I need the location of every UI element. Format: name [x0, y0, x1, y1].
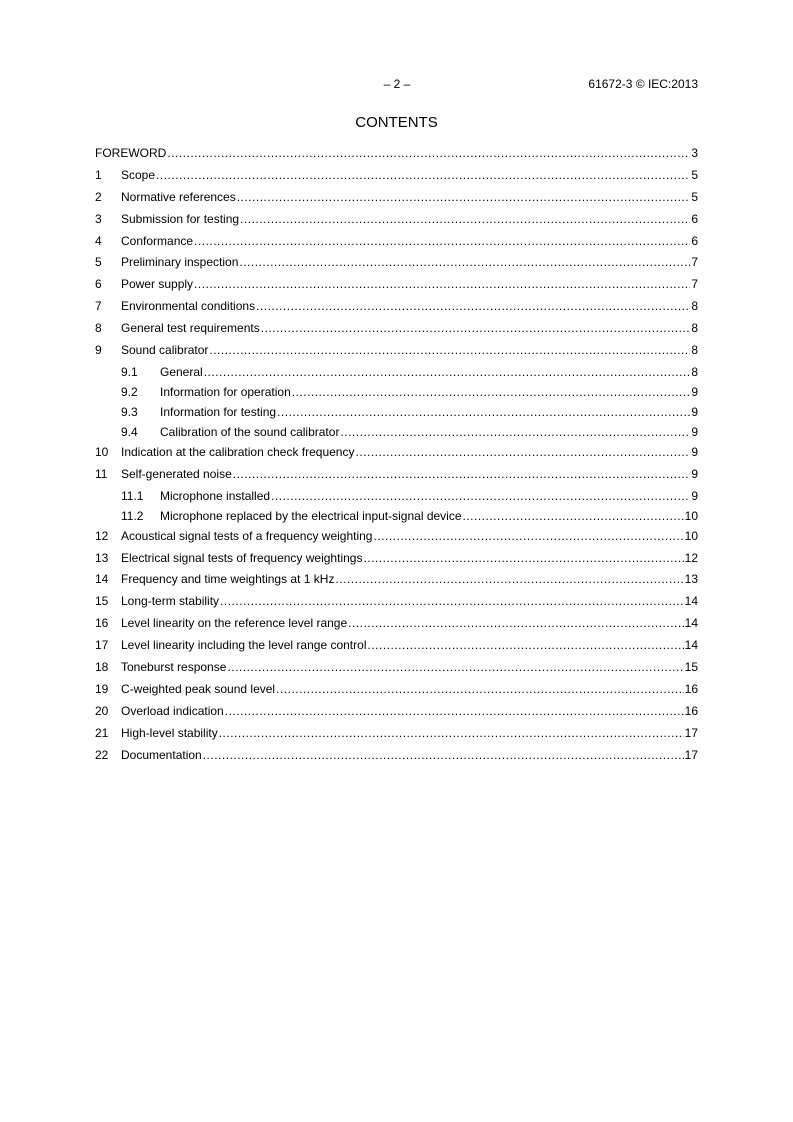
toc-entry-number: 14 — [95, 572, 109, 587]
toc-entry-page: 6 — [691, 233, 698, 248]
toc-entry-label: Environmental conditions — [121, 299, 256, 314]
toc-entry[interactable] — [95, 425, 698, 445]
dot-leader — [156, 168, 690, 182]
toc-entry-page: 10 — [684, 528, 698, 543]
toc-entry-label: Documentation — [121, 747, 202, 762]
toc-entry[interactable] — [95, 616, 698, 638]
toc-entry-page: 8 — [691, 299, 698, 314]
toc-entry-label: Normative references — [121, 189, 236, 204]
toc-entry-page: 5 — [691, 189, 698, 204]
toc-entry-label: Level linearity on the reference level range — [121, 616, 348, 631]
toc-entry-number: 19 — [95, 681, 109, 696]
toc-entry-page: 12 — [684, 550, 698, 565]
toc-entry-page: 9 — [691, 488, 698, 503]
toc-entry-number: 11.2 — [121, 508, 144, 523]
document-reference: 61672-3 © IEC:2013 — [588, 77, 698, 91]
toc-entry-page: 5 — [691, 167, 698, 182]
toc-entry-label: Electrical signal tests of frequency weightings — [121, 550, 363, 565]
toc-entry[interactable] — [95, 572, 698, 594]
dot-leader — [219, 726, 684, 740]
toc-entry-label: Frequency and time weightings at 1 kHz — [121, 572, 335, 587]
toc-entry-page: 16 — [684, 703, 698, 718]
dot-leader — [363, 551, 683, 565]
toc-entry[interactable] — [95, 299, 698, 321]
toc-entry[interactable] — [95, 467, 698, 489]
toc-entry[interactable] — [95, 660, 698, 682]
toc-entry-label: Long-term stability — [121, 594, 220, 609]
toc-entry-page: 9 — [691, 384, 698, 399]
toc-entry-label: Calibration of the sound calibrator — [160, 424, 340, 439]
toc-entry-number: 9.2 — [121, 384, 138, 399]
toc-entry-number: 7 — [95, 299, 102, 314]
dot-leader — [348, 616, 684, 630]
toc-entry[interactable] — [95, 212, 698, 234]
toc-entry-page: 8 — [691, 343, 698, 358]
toc-entry-number: 5 — [95, 255, 102, 270]
toc-entry-page: 10 — [684, 508, 698, 523]
toc-entry[interactable] — [95, 168, 698, 190]
toc-entry-page: 13 — [684, 572, 698, 587]
page-number: – 2 – — [383, 77, 411, 91]
toc-entry-page: 6 — [691, 211, 698, 226]
toc-entry-number: 9.1 — [121, 364, 138, 379]
toc-entry-page: 14 — [684, 638, 698, 653]
dot-leader — [239, 255, 690, 269]
dot-leader — [355, 445, 690, 459]
toc-entry-label: Self-generated noise — [121, 466, 232, 481]
dot-leader — [227, 660, 683, 674]
dot-leader — [194, 234, 690, 248]
toc-entry-number: 17 — [95, 638, 109, 653]
dot-leader — [276, 682, 684, 696]
dot-leader — [256, 299, 690, 313]
toc-entry-number: 10 — [95, 444, 109, 459]
toc-entry[interactable] — [95, 445, 698, 467]
toc-entry-page: 15 — [684, 660, 698, 675]
dot-leader — [220, 594, 684, 608]
toc-entry-number: 9.3 — [121, 404, 138, 419]
toc-entry-page: 14 — [684, 594, 698, 609]
toc-entry-label: FOREWORD — [95, 146, 167, 160]
toc-entry-label: General — [160, 364, 203, 379]
toc-entry[interactable] — [95, 748, 698, 770]
toc-entry-page: 16 — [684, 681, 698, 696]
toc-entry-label: Preliminary inspection — [121, 255, 239, 270]
toc-entry-page: 17 — [684, 725, 698, 740]
toc-entry-label: Indication at the calibration check frequency — [121, 444, 355, 459]
dot-leader — [367, 638, 683, 652]
toc-entry-number: 11 — [95, 466, 108, 481]
toc-entry-label: General test requirements — [121, 321, 260, 336]
toc-entry-number: 12 — [95, 528, 109, 543]
toc-entry[interactable] — [95, 682, 698, 704]
dot-leader — [209, 343, 690, 357]
dot-leader — [292, 385, 691, 399]
dot-leader — [237, 190, 691, 204]
toc-entry[interactable] — [95, 551, 698, 573]
toc-entry[interactable] — [95, 638, 698, 660]
toc-entry-label: Acoustical signal tests of a frequency weighting — [121, 528, 373, 543]
dot-leader — [373, 529, 683, 543]
toc-entry-label: High-level stability — [121, 725, 218, 740]
page-title: CONTENTS — [355, 114, 438, 131]
toc-entry-label: Microphone replaced by the electrical input-signal device — [160, 508, 462, 523]
toc-entry-label: Information for operation — [160, 384, 291, 399]
toc-entry-number: 9.4 — [121, 424, 138, 439]
toc-entry[interactable] — [95, 529, 698, 551]
toc-entry[interactable] — [95, 255, 698, 277]
dot-leader — [277, 405, 690, 419]
toc-entry-page: 9 — [691, 466, 698, 481]
dot-leader — [233, 467, 691, 481]
dot-leader — [335, 572, 683, 586]
toc-entry-page: 8 — [691, 364, 698, 379]
toc-entry[interactable] — [95, 234, 698, 256]
toc-entry-number: 9 — [95, 343, 102, 358]
toc-entry-label: Toneburst response — [121, 660, 227, 675]
dot-leader — [261, 321, 691, 335]
toc-entry-page: 3 — [691, 146, 698, 160]
toc-entry-page: 7 — [691, 255, 698, 270]
toc-entry-number: 22 — [95, 747, 109, 762]
toc-entry-page: 14 — [684, 616, 698, 631]
dot-leader — [204, 365, 691, 379]
toc-entry-number: 20 — [95, 703, 109, 718]
toc-entry-page: 17 — [684, 747, 698, 762]
toc-entry-number: 4 — [95, 233, 102, 248]
dot-leader — [225, 704, 684, 718]
dot-leader — [194, 277, 690, 291]
dot-leader — [167, 146, 690, 160]
toc-entry[interactable] — [95, 146, 698, 168]
toc-entry[interactable] — [95, 594, 698, 616]
toc-entry-page: 9 — [691, 424, 698, 439]
toc-entry[interactable] — [95, 726, 698, 748]
toc-entry-number: 11.1 — [121, 488, 144, 503]
toc-entry-label: C-weighted peak sound level — [121, 681, 276, 696]
toc-entry-number: 8 — [95, 321, 102, 336]
toc-entry[interactable] — [95, 365, 698, 385]
table-of-contents — [95, 146, 698, 769]
dot-leader — [271, 489, 690, 503]
toc-entry[interactable] — [95, 385, 698, 405]
toc-entry-number: 18 — [95, 660, 109, 675]
toc-entry-number: 16 — [95, 616, 109, 631]
toc-entry-number: 21 — [95, 725, 109, 740]
toc-entry[interactable] — [95, 277, 698, 299]
toc-entry-number: 13 — [95, 550, 109, 565]
dot-leader — [463, 509, 684, 523]
toc-entry[interactable] — [95, 321, 698, 343]
toc-entry-label: Scope — [121, 167, 156, 182]
toc-entry-label: Conformance — [121, 233, 194, 248]
toc-entry-page: 7 — [691, 277, 698, 292]
toc-entry-label: Sound calibrator — [121, 343, 209, 358]
dot-leader — [240, 212, 690, 226]
toc-entry-number: 2 — [95, 189, 102, 204]
toc-entry[interactable] — [95, 405, 698, 425]
toc-entry-page: 9 — [691, 404, 698, 419]
toc-entry-label: Information for testing — [160, 404, 277, 419]
toc-entry-label: Level linearity including the level range control — [121, 638, 367, 653]
toc-entry[interactable] — [95, 704, 698, 726]
toc-entry-number: 3 — [95, 211, 102, 226]
dot-leader — [340, 425, 690, 439]
toc-entry-number: 1 — [95, 167, 102, 182]
toc-entry[interactable] — [95, 190, 698, 212]
toc-entry-label: Overload indication — [121, 703, 224, 718]
toc-entry-page: 9 — [691, 444, 698, 459]
dot-leader — [203, 748, 684, 762]
toc-entry-number: 15 — [95, 594, 109, 609]
toc-entry[interactable] — [95, 509, 698, 529]
toc-entry-label: Microphone installed — [160, 488, 271, 503]
toc-entry[interactable] — [95, 343, 698, 365]
toc-entry[interactable] — [95, 489, 698, 509]
toc-entry-number: 6 — [95, 277, 102, 292]
toc-entry-label: Submission for testing — [121, 211, 240, 226]
toc-entry-label: Power supply — [121, 277, 194, 292]
toc-entry-page: 8 — [691, 321, 698, 336]
